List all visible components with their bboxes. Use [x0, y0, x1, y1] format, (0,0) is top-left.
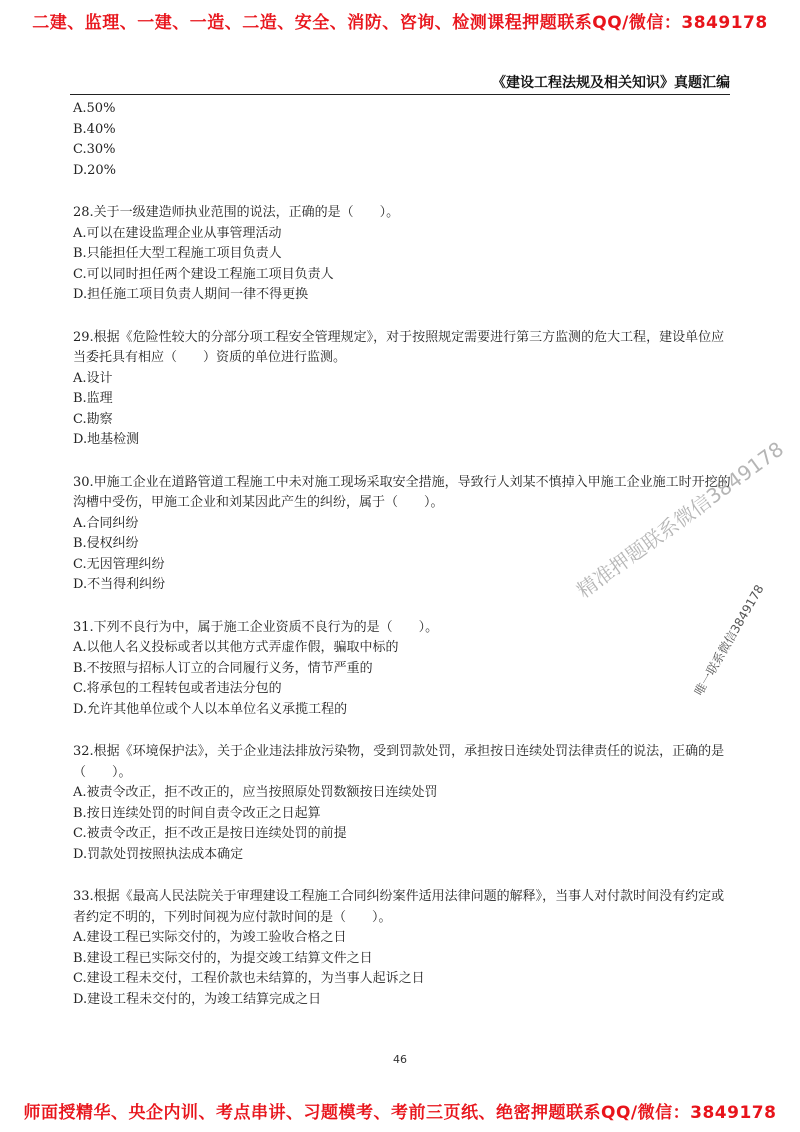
previous-question-options	[73, 99, 733, 181]
bottom-promo-banner: 师面授精华、央企内训、考点串讲、习题模考、考前三页纸、绝密押题联系QQ/微信：3849178	[23, 1103, 777, 1123]
option: A.被责令改正，拒不改正的，应当按照原处罚数额按日连续处罚	[73, 785, 438, 800]
option: C.建设工程未交付，工程价款也未结算的，为当事人起诉之日	[73, 971, 425, 986]
option: A.合同纠纷	[73, 515, 139, 531]
page-number: 46	[393, 1053, 407, 1066]
watermark-small: 唯一联系微信3849178	[691, 582, 767, 698]
option: C.勘察	[73, 411, 113, 427]
option: B.建设工程已实际交付的，为提交竣工结算文件之日	[73, 950, 373, 966]
option: C.可以同时担任两个建设工程施工项目负责人	[73, 266, 334, 282]
option: A.以他人名义投标或者以其他方式弄虚作假，骗取中标的	[73, 640, 399, 655]
option: D.20%	[73, 162, 116, 178]
question-stem: 31.下列不良行为中，属于施工企业资质不良行为的是（ ）。	[73, 619, 439, 635]
header-rule	[70, 94, 730, 95]
question-stem: 33.根据《最高人民法院关于审理建设工程施工合同纠纷案件适用法律问题的解释》，当事人对付款时间没有约定或者约定不明的，下列时间视为应付款时间的是（ ）。	[73, 889, 725, 925]
option: B.只能担任大型工程施工项目负责人	[73, 246, 282, 261]
option: C.30%	[73, 142, 116, 157]
option: B.40%	[73, 121, 116, 137]
option: A.可以在建设监理企业从事管理活动	[73, 225, 282, 241]
watermark-diagonal: 精准押题联系微信3849178	[572, 436, 788, 603]
option: B.不按照与招标人订立的合同履行义务，情节严重的	[73, 660, 373, 676]
question-stem: 32.根据《环境保护法》，关于企业违法排放污染物，受到罚款处罚，承担按日连续处罚法律责任的说法，正确的是（ ）。	[73, 744, 725, 780]
top-promo-banner: 二建、监理、一建、一造、二造、安全、消防、咨询、检测课程押题联系QQ/微信：3849178	[32, 13, 768, 33]
question-stem: 29.根据《危险性较大的分部分项工程安全管理规定》，对于按照规定需要进行第三方监测的危大工程，建设单位应当委托具有相应（ ）资质的单位进行监测。	[73, 329, 725, 365]
option: D.不当得利纠纷	[73, 577, 166, 592]
option: D.建设工程未交付的，为竣工结算完成之日	[73, 991, 322, 1007]
option: C.被责令改正，拒不改正是按日连续处罚的前提	[73, 826, 347, 841]
question-28	[73, 203, 733, 306]
question-stem: 28.关于一级建造师执业范围的说法，正确的是（ ）。	[73, 205, 400, 220]
question-32	[73, 742, 733, 865]
option: A.50%	[73, 101, 116, 116]
question-29	[73, 328, 733, 451]
option: B.侵权纠纷	[73, 536, 139, 551]
option: B.监理	[73, 391, 113, 406]
question-31	[73, 618, 733, 721]
option: C.无因管理纠纷	[73, 556, 165, 572]
option: C.将承包的工程转包或者违法分包的	[73, 681, 282, 696]
option: A.设计	[73, 370, 113, 386]
option: D.允许其他单位或个人以本单位名义承揽工程的	[73, 701, 348, 717]
question-stem: 30.甲施工企业在道路管道工程施工中未对施工现场采取安全措施，导致行人刘某不慎掉入甲施工企业施工时开挖的沟槽中受伤，甲施工企业和刘某因此产生的纠纷，属于（ ）。	[73, 474, 731, 510]
option: D.地基检测	[73, 432, 140, 447]
option: D.罚款处罚按照执法成本确定	[73, 846, 244, 862]
option: B.按日连续处罚的时间自责令改正之日起算	[73, 805, 321, 821]
option: A.建设工程已实际交付的，为竣工验收合格之日	[73, 930, 347, 945]
question-33	[73, 887, 733, 1010]
option: D.担任施工项目负责人期间一律不得更换	[73, 287, 309, 302]
running-head: 《建设工程法规及相关知识》真题汇编	[492, 75, 730, 91]
